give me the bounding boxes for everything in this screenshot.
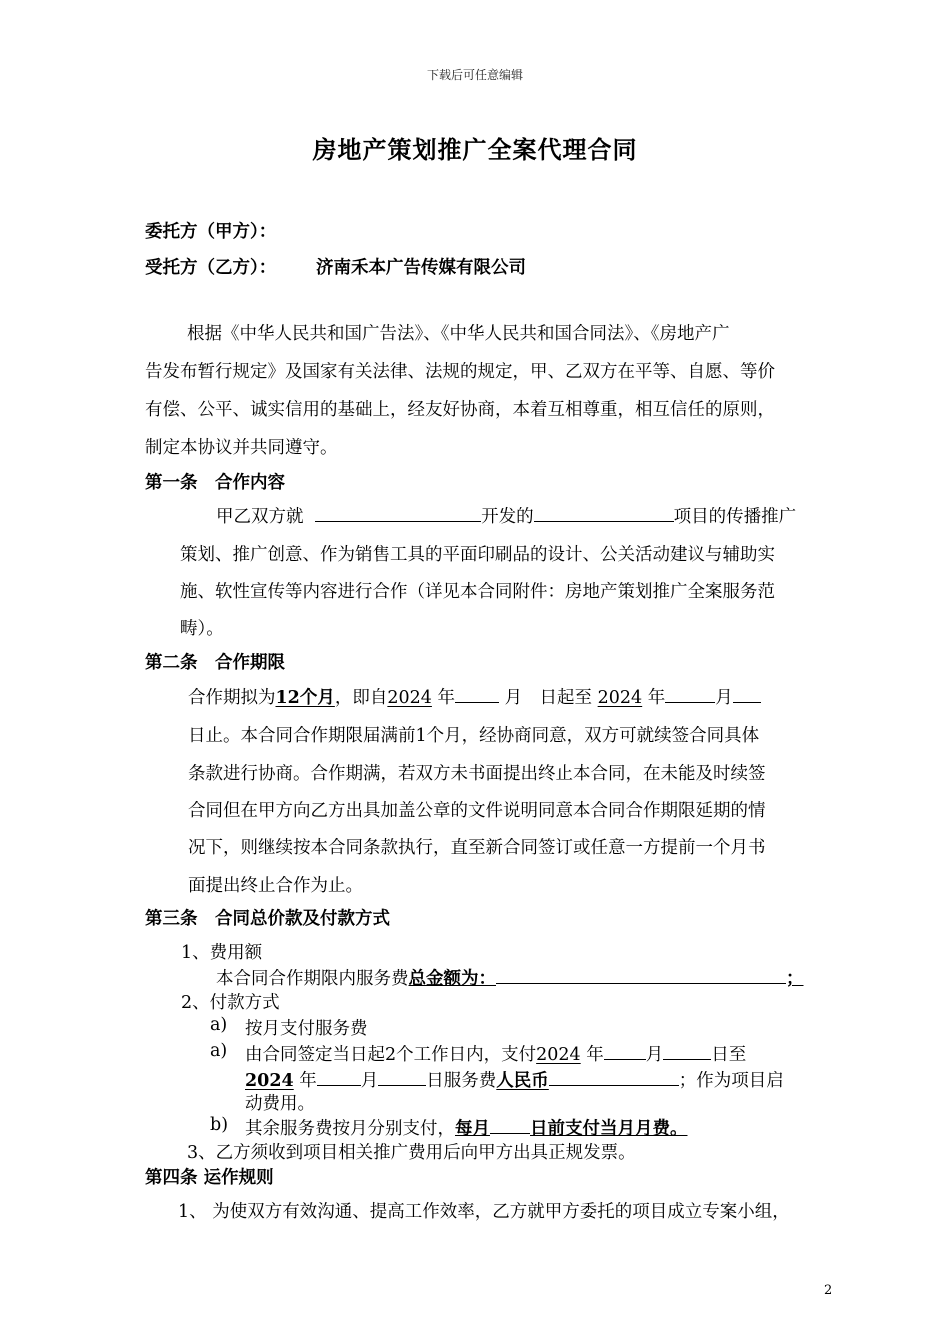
intro-line: 有偿、公平、诚实信用的基础上，经友好协商，本着互相尊重，相互信任的原则， — [145, 400, 775, 420]
party-b-label: 受托方（乙方）： — [145, 258, 277, 278]
text: 项目的传播推广 — [673, 507, 797, 527]
pay-item-line — [245, 1067, 784, 1092]
pay-item-marker: a) — [210, 1015, 228, 1035]
total-label: 总金额为： — [408, 969, 496, 989]
article-1-line: 策划、推广创意、作为销售工具的平面印刷品的设计、公关活动建议与辅助实 — [180, 545, 775, 565]
party-b-name: 济南禾本广告传媒有限公司 — [316, 258, 526, 278]
pay-title: 2、付款方式 — [181, 993, 280, 1013]
text: 合作期拟为 — [188, 688, 276, 708]
pay-item-marker: b) — [210, 1115, 229, 1135]
article-1-line: 畴）。 — [180, 619, 224, 639]
text: 日至 — [711, 1045, 747, 1065]
pay-item-text: 按月支付服务费 — [245, 1019, 368, 1039]
text: 年 — [299, 1071, 317, 1091]
month-blank — [317, 1067, 361, 1086]
article-4-line: 1、 为使双方有效沟通、提高工作效率，乙方就甲方委托的项目成立专案小组， — [178, 1202, 790, 1222]
day-blank — [490, 1115, 530, 1134]
intro-line: 制定本协议并共同遵守。 — [145, 438, 338, 458]
page-header: 下载后可任意编辑 — [426, 68, 523, 82]
page-number: 2 — [824, 1283, 833, 1298]
year-value: 2024 — [597, 688, 643, 708]
monthly-due: 日前支付当月月费。 — [530, 1119, 688, 1139]
day-blank — [663, 1041, 711, 1060]
text: 由合同签定当日起2个工作日内，支付 — [245, 1045, 537, 1065]
text: 月 — [360, 1071, 379, 1091]
pay-item-marker: a) — [210, 1041, 228, 1061]
project-blank — [534, 503, 674, 522]
text: ；作为项目启 — [678, 1071, 784, 1091]
article-4-heading: 第四条 运作规则 — [145, 1168, 274, 1188]
text: 甲乙双方就 — [216, 507, 304, 527]
document-title: 房地产策划推广全案代理合同 — [312, 135, 638, 164]
article-3-heading: 第三条 合同总价款及付款方式 — [145, 909, 390, 929]
article-2-heading: 第二条 合作期限 — [145, 653, 285, 673]
text: 年 — [586, 1045, 604, 1065]
text: ，即自 — [334, 688, 388, 708]
currency-label: 人民币 — [496, 1071, 549, 1091]
intro-line: 告发布暂行规定》及国家有关法律、法规的规定，甲、乙双方在平等、自愿、等价 — [145, 362, 775, 382]
term-value: 12个月 — [275, 688, 335, 708]
text: 其余服务费按月分别支付， — [245, 1119, 455, 1139]
text: 本合同合作期限内服务费 — [216, 969, 409, 989]
article-1-line: 施、软性宣传等内容进行合作（详见本合同附件：房地产策划推广全案服务范 — [180, 582, 775, 602]
fee-line — [216, 965, 804, 990]
pay-item-line — [245, 1115, 688, 1140]
pay-item-line — [245, 1041, 746, 1066]
text: 月 — [715, 688, 733, 708]
article-1-line — [216, 503, 796, 528]
text: 日服务费 — [426, 1071, 497, 1091]
month-blank — [665, 684, 715, 703]
text: 月 日起至 — [504, 688, 593, 708]
article-2-line: 面提出终止合作为止。 — [188, 876, 363, 896]
intro-line: 根据《中华人民共和国广告法》、《中华人民共和国合同法》、《房地产广 — [187, 324, 730, 344]
text: 开发的 — [481, 507, 534, 527]
pay-item-line: 动费用。 — [245, 1094, 315, 1114]
month-blank — [604, 1041, 646, 1060]
article-2-line: 条款进行协商。合作期满，若双方未书面提出终止本合同，在未能及时续签 — [188, 764, 766, 784]
article-2-line: 况下，则继续按本合同条款执行，直至新合同签订或任意一方提前一个月书 — [188, 838, 766, 858]
amount-blank — [496, 965, 786, 984]
invoice-clause: 3、乙方须收到项目相关推广费用后向甲方出具正规发票。 — [187, 1143, 636, 1163]
article-2-line — [188, 684, 761, 709]
year-value: 2024 — [245, 1071, 294, 1091]
text: ； — [786, 969, 804, 989]
text: 月 — [645, 1045, 664, 1065]
article-2-line: 日止。本合同合作期限届满前1个月，经协商同意，双方可就续签合同具体 — [188, 726, 760, 746]
article-1-heading: 第一条 合作内容 — [145, 473, 285, 493]
amount-blank — [549, 1067, 679, 1086]
monthly-label: 每月 — [455, 1119, 490, 1139]
month-blank — [455, 684, 499, 703]
day-blank — [733, 684, 761, 703]
developer-blank — [315, 503, 481, 522]
article-2-line: 合同但在甲方向乙方出具加盖公章的文件说明同意本合同合作期限延期的情 — [188, 801, 766, 821]
year-value: 2024 — [536, 1045, 581, 1065]
fee-title: 1、费用额 — [181, 943, 263, 963]
day-blank — [378, 1067, 426, 1086]
text: 年 — [437, 688, 455, 708]
party-a-label: 委托方（甲方）： — [145, 222, 277, 242]
text: 年 — [647, 688, 666, 708]
year-value: 2024 — [387, 688, 432, 708]
